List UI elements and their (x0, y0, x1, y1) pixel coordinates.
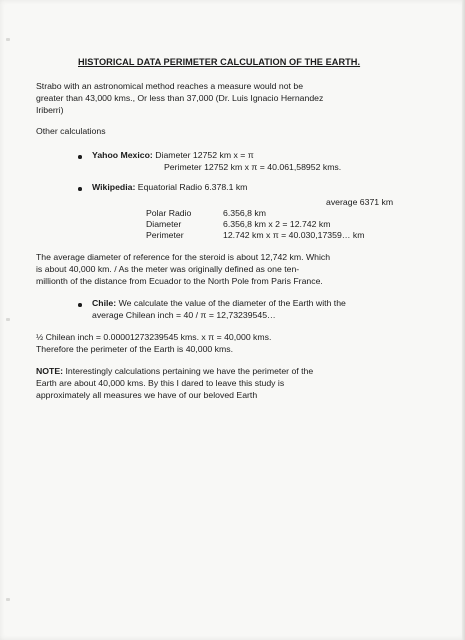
half-inch-line: ½ Chilean inch = 0.00001273239545 kms. x π = 40,000 kms. (36, 332, 272, 342)
strabo-paragraph-line: greater than 43,000 kms., Or less than 37,000 (Dr. Luis Ignacio Hernandez (36, 93, 324, 103)
wiki-row-label: Polar Radio (146, 208, 192, 218)
note-text: Interestingly calculations pertaining we have the perimeter of the (65, 366, 314, 376)
wikipedia-average: average 6371 km (326, 197, 394, 207)
average-paragraph-line: The average diameter of reference for the steroid is about 12,742 km. Which (36, 252, 331, 262)
wikipedia-label: Wikipedia: (92, 182, 136, 192)
yahoo-diameter: Diameter 12752 km x = π (155, 150, 254, 160)
chile-label: Chile: (92, 298, 117, 308)
note-line: approximately all measures we have of our beloved Earth (36, 390, 258, 400)
therefore-line: Therefore the perimeter of the Earth is 40,000 kms. (36, 344, 234, 354)
other-calculations-heading: Other calculations (36, 126, 106, 136)
yahoo-line (92, 150, 254, 161)
note-label: NOTE: (36, 366, 64, 376)
punch-hole-mark (6, 318, 10, 321)
wiki-row-label: Diameter (146, 219, 182, 229)
wikipedia-line (92, 182, 247, 193)
chile-average-inch: average Chilean inch = 40 / π = 12,73239545… (92, 310, 276, 320)
average-paragraph-line: is about 40,000 km. / As the meter was originally defined as one ten- (36, 264, 300, 274)
punch-hole-mark (6, 598, 10, 601)
punch-hole-mark (6, 38, 10, 41)
chile-line (92, 298, 346, 309)
yahoo-label: Yahoo Mexico: (92, 150, 153, 160)
yahoo-perimeter: Perimeter 12752 km x π = 40.061,58952 kms. (164, 162, 342, 172)
wiki-row-value: 12.742 km x π = 40.030,17359… km (223, 230, 365, 240)
wiki-row-value: 6.356,8 km (223, 208, 266, 218)
bullet-icon (78, 303, 82, 307)
wiki-row-label: Perimeter (146, 230, 184, 240)
bullet-icon (78, 155, 82, 159)
wikipedia-equatorial-radio: Equatorial Radio 6.378.1 km (137, 182, 248, 192)
chile-text: We calculate the value of the diameter of the Earth with the (118, 298, 346, 308)
strabo-paragraph-line: Iriberri) (36, 105, 64, 115)
document-title: HISTORICAL DATA PERIMETER CALCULATION OF THE EARTH. (78, 57, 361, 67)
wiki-row-value: 6.356,8 km x 2 = 12.742 km (223, 219, 331, 229)
note-line (36, 366, 313, 377)
average-paragraph-line: millionth of the distance from Ecuador to the North Pole from Paris France. (36, 276, 323, 286)
note-line: Earth are about 40,000 kms. By this I dared to leave this study is (36, 378, 285, 388)
strabo-paragraph-line: Strabo with an astronomical method reaches a measure would not be (36, 81, 304, 91)
bullet-icon (78, 187, 82, 191)
